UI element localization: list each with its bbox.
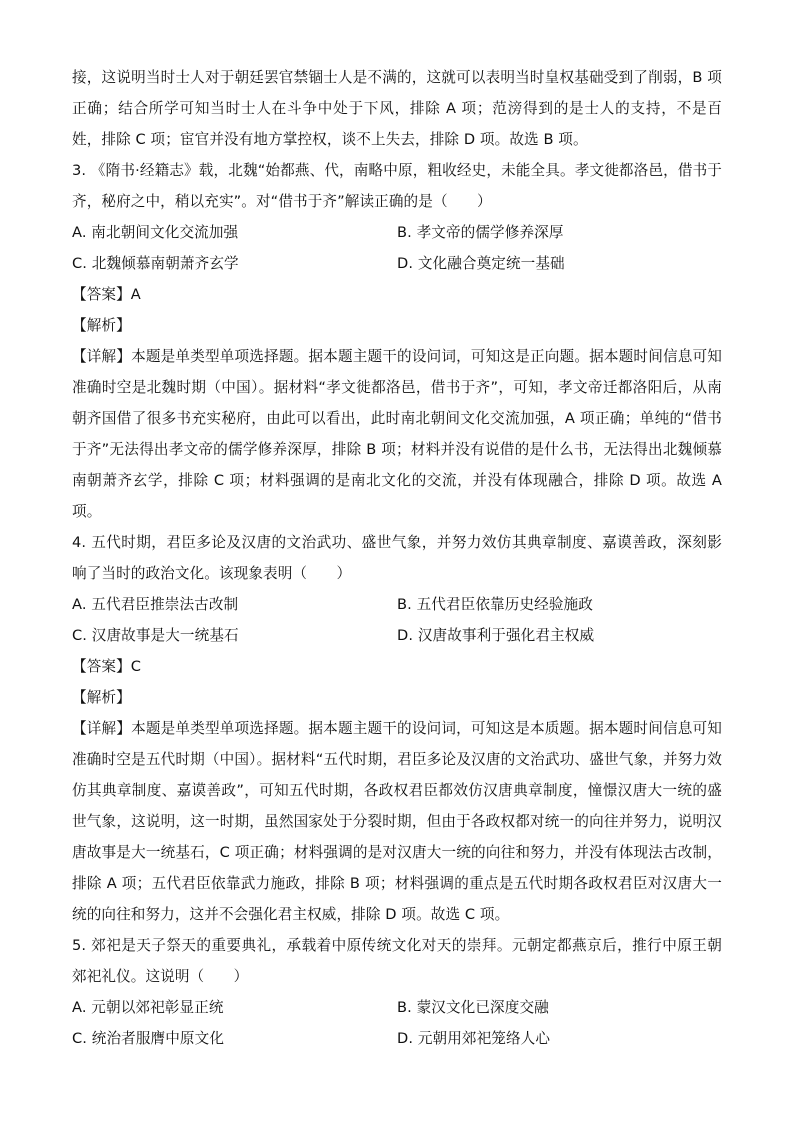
page-content [72, 62, 722, 1054]
q3-option-b: B. 孝文帝的儒学修养深厚 [397, 224, 564, 241]
q3-option-c: C. 北魏倾慕南朝萧齐玄学 [72, 255, 239, 272]
q3-options-row-2 [72, 248, 722, 279]
q4-options-row-1 [72, 589, 722, 620]
q5-option-a: A. 元朝以郊祀彰显正统 [72, 999, 224, 1016]
q5-option-b: B. 蒙汉文化已深度交融 [397, 999, 549, 1016]
q2-analysis-continuation: 接，这说明当时士人对于朝廷罢官禁锢士人是不满的，这就可以表明当时皇权基础受到了削弱，B 项正确；结合所学可知当时士人在斗争中处于下风，排除 A 项；范滂得到的是士人的支持，不是百姓，排除 C 项；宦官并没有地方掌控权，谈不上失去，排除 D 项。故选 B 项。 [72, 69, 722, 148]
q3-option-d: D. 文化融合奠定统一基础 [397, 255, 565, 272]
q4-option-c: C. 汉唐故事是大一统基石 [72, 627, 239, 644]
q4-analysis-label: 【解析】 [72, 689, 131, 706]
q5-option-c: C. 统治者服膺中原文化 [72, 1030, 225, 1047]
q3-stem: 3. 《隋书·经籍志》载，北魏“始都燕、代，南略中原，粗收经史，未能全具。孝文徙都洛邑，借书于齐，秘府之中，稍以充实”。对“借书于齐”解读正确的是（ ） [72, 162, 722, 210]
q4-analysis: 【详解】本题是单类型单项选择题。据本题主题干的设问词，可知这是本质题。据本题时间信息可知准确时空是五代时期（中国）。据材料“五代时期，君臣多论及汉唐的文治武功、盛世气象，并努力效仿其典章制度、嘉谟善政”，可知五代时期，各政权君臣都效仿汉唐典章制度，憧憬汉唐大一统的盛世气象，这说明，这一时期，虽然国家处于分裂时期，但由于各政权都对统一的向往并努力，说明汉唐故事是大一统基石，C 项正确；材料强调的是对汉唐大一统的向往和努力，并没有体现法古改制，排除 A 项；五代君臣依靠武力施政，排除 B 项；材料强调的重点是五代时期各政权君臣对汉唐大一统的向往和努力，这并不会强化君主权威，排除 D 项。故选 C 项。 [72, 720, 722, 923]
q3-analysis-label: 【解析】 [72, 317, 131, 334]
q4-answer: 【答案】C [72, 658, 142, 675]
q4-option-d: D. 汉唐故事利于强化君主权威 [397, 627, 595, 644]
q5-options-row-1 [72, 992, 722, 1023]
q5-stem: 5. 郊祀是天子祭天的重要典礼，承载着中原传统文化对天的崇拜。元朝定都燕京后，推行中原王朝郊祀礼仪。这说明（ ） [72, 937, 722, 985]
q3-answer: 【答案】A [72, 286, 141, 303]
q4-option-b: B. 五代君臣依靠历史经验施政 [397, 596, 593, 613]
q4-options-row-2 [72, 620, 722, 651]
q3-option-a: A. 南北朝间文化交流加强 [72, 224, 239, 241]
q4-option-a: A. 五代君臣推崇法古改制 [72, 596, 239, 613]
q4-stem: 4. 五代时期，君臣多论及汉唐的文治武功、盛世气象，并努力效仿其典章制度、嘉谟善政，深刻影响了当时的政治文化。该现象表明（ ） [72, 534, 722, 582]
q3-options-row-1 [72, 217, 722, 248]
q3-analysis: 【详解】本题是单类型单项选择题。据本题主题干的设问词，可知这是正向题。据本题时间信息可知准确时空是北魏时期（中国）。据材料“孝文徙都洛邑，借书于齐”，可知，孝文帝迁都洛阳后，从南朝齐国借了很多书充实秘府，由此可以看出，此时南北朝间文化交流加强，A 项正确；单纯的“借书于齐”无法得出孝文帝的儒学修养深厚，排除 B 项；材料并没有说借的是什么书，无法得出北魏倾慕南朝萧齐玄学，排除 C 项；材料强调的是南北文化的交流，并没有体现融合，排除 D 项。故选 A 项。 [72, 348, 722, 520]
q5-options-row-2 [72, 1023, 722, 1054]
q5-option-d: D. 元朝用郊祀笼络人心 [397, 1030, 551, 1047]
